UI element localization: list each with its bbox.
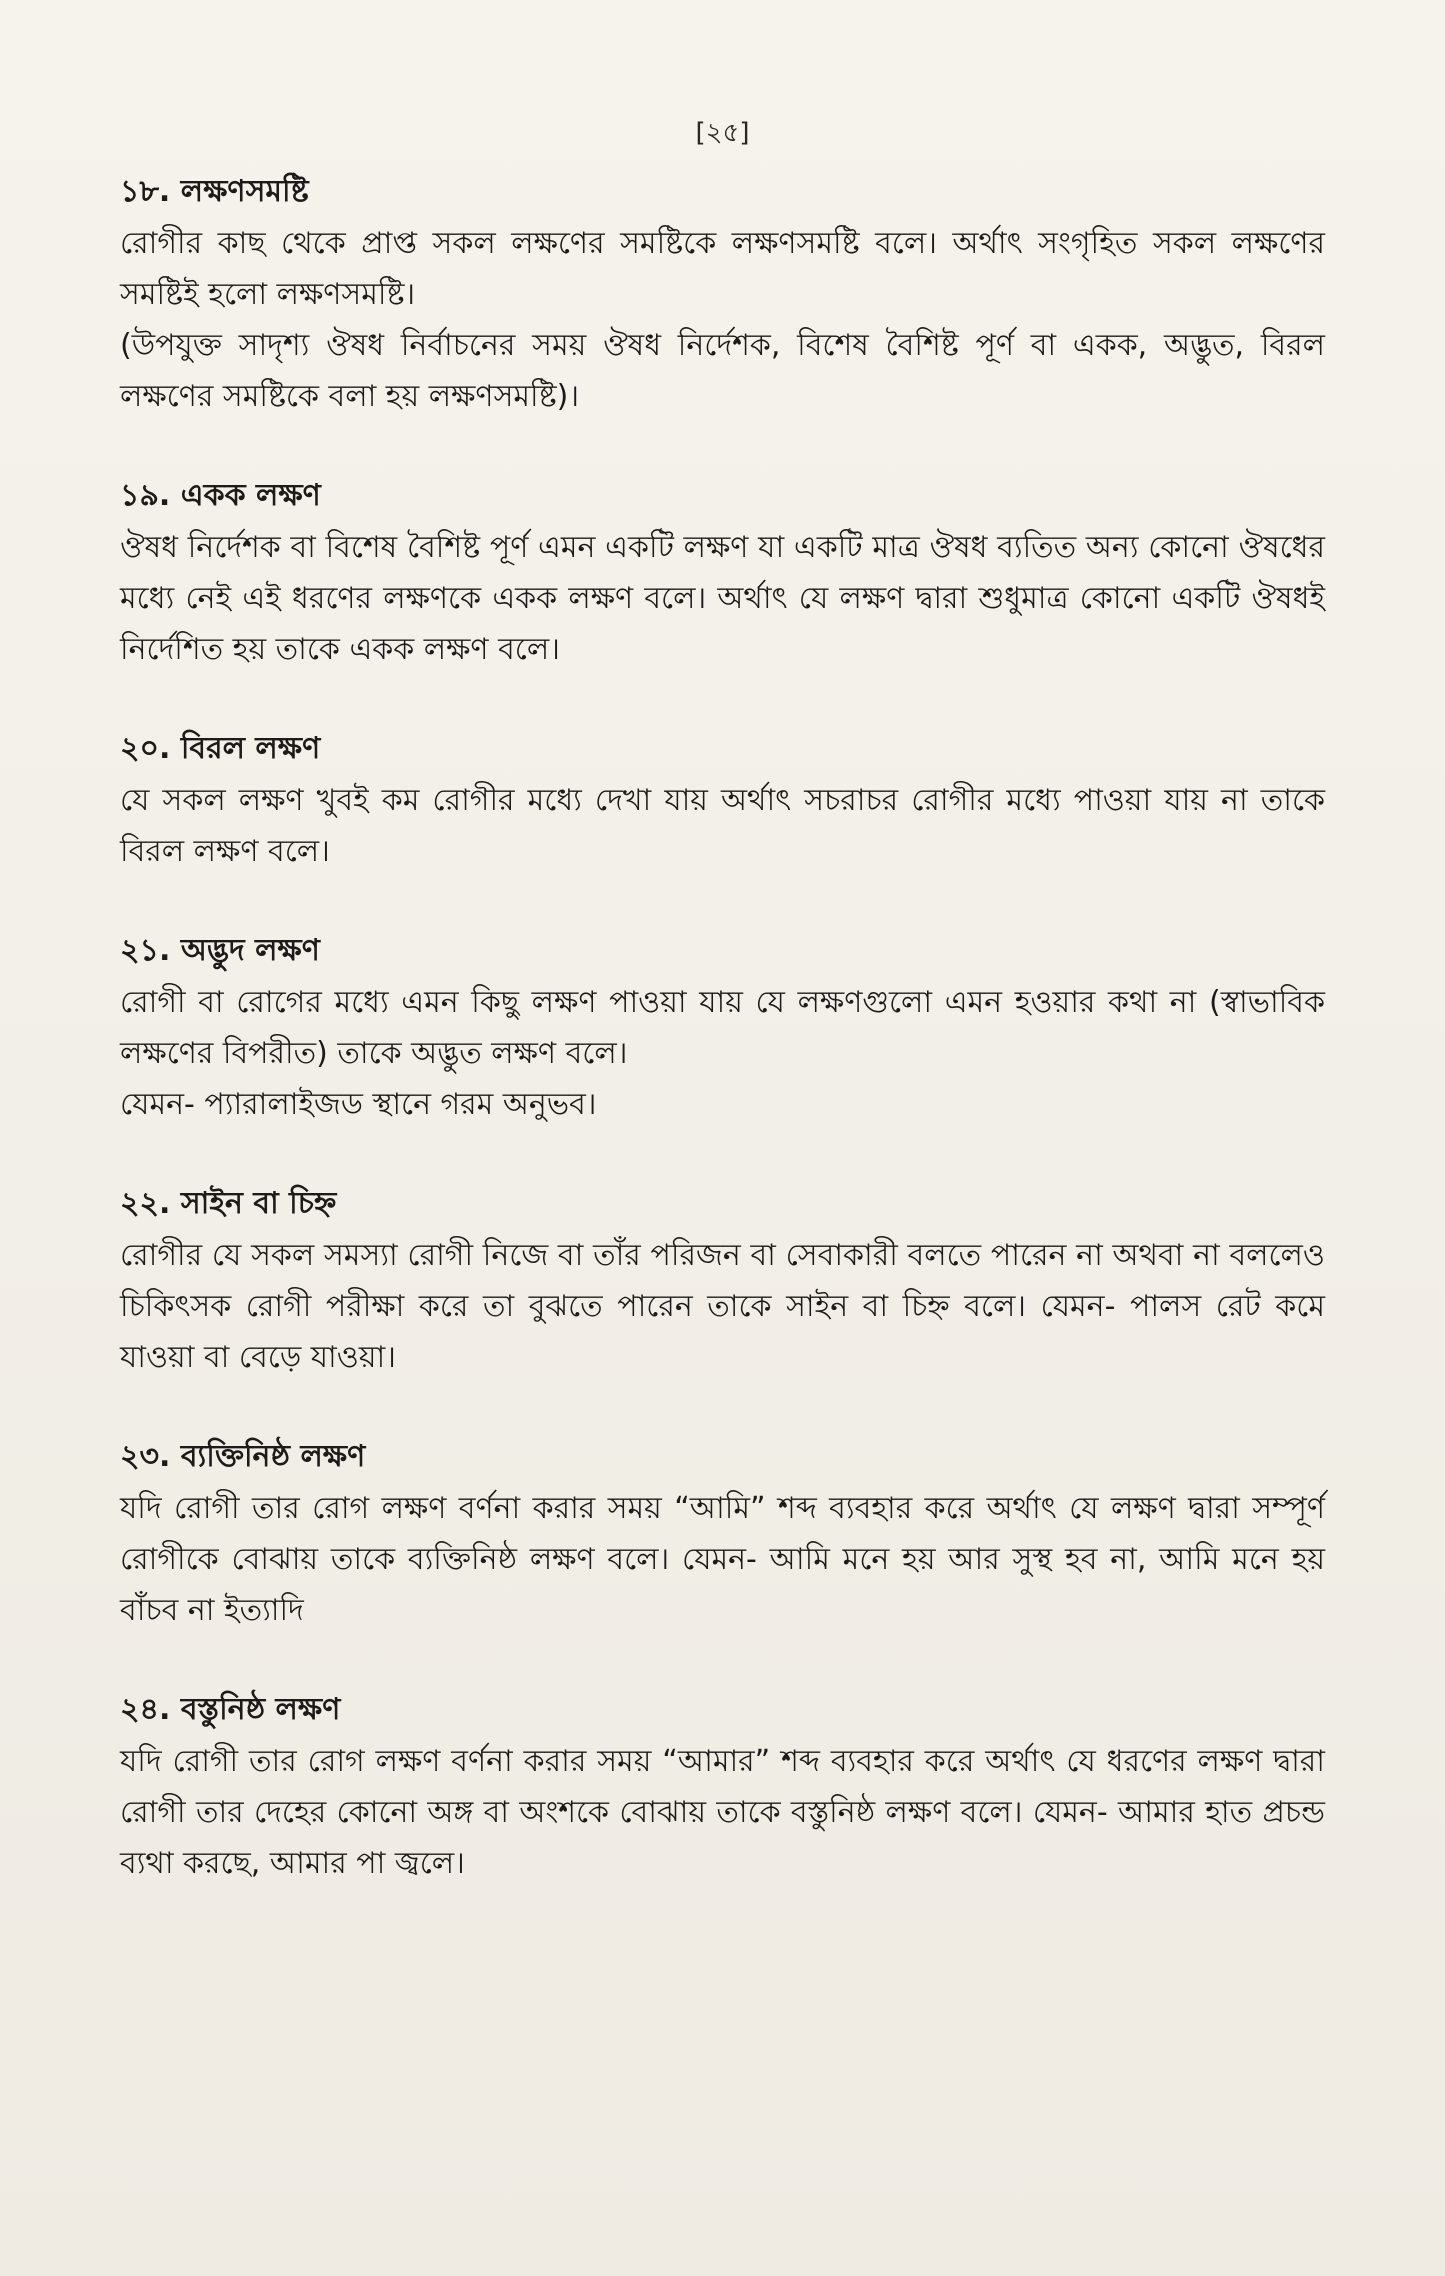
section-paragraph: যেমন- প্যারালাইজড স্থানে গরম অনুভব।: [120, 1087, 597, 1122]
section-23: [120, 1435, 1325, 1636]
section-paragraph: যদি রোগী তার রোগ লক্ষণ বর্ণনা করার সময় “আমার” শব্দ ব্যবহার করে অর্থাৎ যে ধরণের লক্ষণ দ্বারা রোগী তার দেহের কোনো অঙ্গ বা অংশকে বোঝায় তাকে বস্তুনিষ্ঠ লক্ষণ বলে। যেমন- আমার হাত প্রচন্ড ব্যথা করছে, আমার পা জ্বলে।: [120, 1744, 1325, 1881]
section-18: [120, 170, 1325, 422]
section-heading: ১৯. একক লক্ষণ: [120, 478, 321, 513]
section-22: [120, 1182, 1325, 1383]
section-19: [120, 474, 1325, 675]
section-paragraph: রোগী বা রোগের মধ্যে এমন কিছু লক্ষণ পাওয়া যায় যে লক্ষণগুলো এমন হওয়ার কথা না (স্বাভাবিক লক্ষণের বিপরীত) তাকে অদ্ভুত লক্ষণ বলে।: [120, 985, 1325, 1071]
page-number: [২৫]: [695, 118, 750, 148]
section-20: [120, 727, 1325, 877]
section-24: [120, 1688, 1325, 1889]
section-21: [120, 929, 1325, 1130]
section-paragraph: (উপযুক্ত সাদৃশ্য ঔষধ নির্বাচনের সময় ঔষধ নির্দেশক, বিশেষ বৈশিষ্ট পূর্ণ বা একক, অদ্ভুত, বিরল লক্ষণের সমষ্টিকে বলা হয় লক্ষণসমষ্টি)।: [120, 328, 1325, 414]
page-content: [120, 170, 1325, 1941]
section-heading: ১৮. লক্ষণসমষ্টি: [120, 174, 309, 209]
section-paragraph: রোগীর যে সকল সমস্যা রোগী নিজে বা তাঁর পরিজন বা সেবাকারী বলতে পারেন না অথবা না বললেও চিকিৎসক রোগী পরীক্ষা করে তা বুঝতে পারেন তাকে সাইন বা চিহ্ন বলে। যেমন- পালস রেট কমে যাওয়া বা বেড়ে যাওয়া।: [120, 1238, 1325, 1375]
section-heading: ২১. অদ্ভুদ লক্ষণ: [120, 933, 320, 968]
section-paragraph: রোগীর কাছ থেকে প্রাপ্ত সকল লক্ষণের সমষ্টিকে লক্ষণসমষ্টি বলে। অর্থাৎ সংগৃহিত সকল লক্ষণের সমষ্টিই হলো লক্ষণসমষ্টি।: [120, 226, 1325, 312]
section-paragraph: যদি রোগী তার রোগ লক্ষণ বর্ণনা করার সময় “আমি” শব্দ ব্যবহার করে অর্থাৎ যে লক্ষণ দ্বারা সম্পূর্ণ রোগীকে বোঝায় তাকে ব্যক্তিনিষ্ঠ লক্ষণ বলে। যেমন- আমি মনে হয় আর সুস্থ হব না, আমি মনে হয় বাঁচব না ইত্যাদি: [120, 1491, 1325, 1628]
section-heading: ২২. সাইন বা চিহ্ন: [120, 1186, 337, 1221]
section-heading: ২৪. বস্তুনিষ্ঠ লক্ষণ: [120, 1692, 341, 1727]
section-paragraph: যে সকল লক্ষণ খুবই কম রোগীর মধ্যে দেখা যায় অর্থাৎ সচরাচর রোগীর মধ্যে পাওয়া যায় না তাকে বিরল লক্ষণ বলে।: [120, 783, 1325, 869]
section-heading: ২৩. ব্যক্তিনিষ্ঠ লক্ষণ: [120, 1439, 366, 1474]
section-paragraph: ঔষধ নির্দেশক বা বিশেষ বৈশিষ্ট পূর্ণ এমন একটি লক্ষণ যা একটি মাত্র ঔষধ ব্যতিত অন্য কোনো ঔষধের মধ্যে নেই এই ধরণের লক্ষণকে একক লক্ষণ বলে। অর্থাৎ যে লক্ষণ দ্বারা শুধুমাত্র কোনো একটি ঔষধই নির্দেশিত হয় তাকে একক লক্ষণ বলে।: [120, 530, 1325, 667]
section-heading: ২০. বিরল লক্ষণ: [120, 731, 321, 766]
